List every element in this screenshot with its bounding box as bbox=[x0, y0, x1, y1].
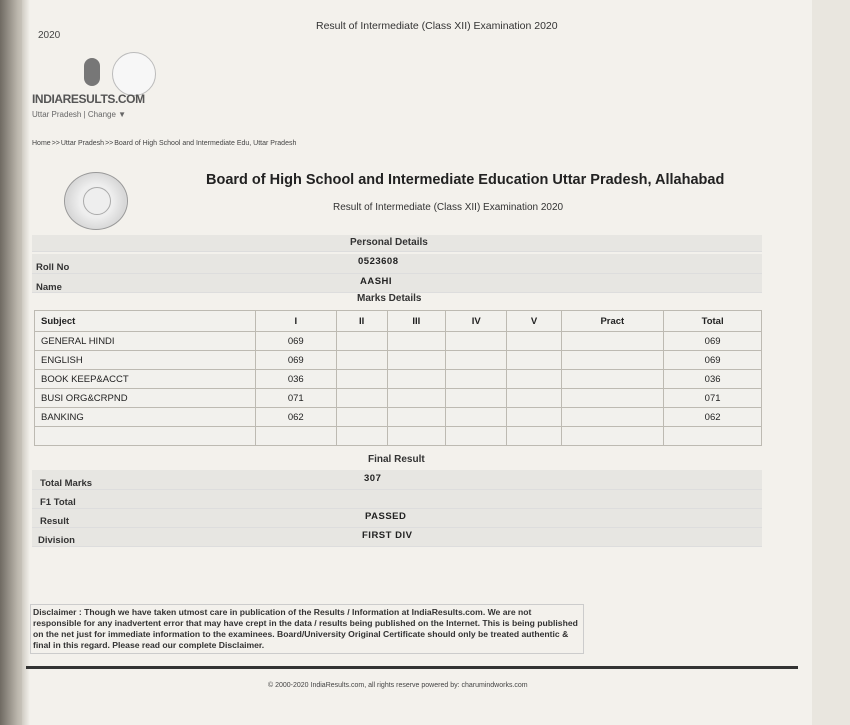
col-pract: Pract bbox=[561, 311, 664, 332]
total-cell: 069 bbox=[664, 351, 762, 370]
table-row-empty bbox=[35, 427, 762, 446]
final-result-heading: Final Result bbox=[368, 454, 425, 465]
state-label: Uttar Pradesh bbox=[32, 110, 82, 119]
breadcrumb-sep: >> bbox=[51, 140, 60, 147]
subject-cell: GENERAL HINDI bbox=[35, 332, 256, 351]
breadcrumb-home[interactable]: Home bbox=[32, 140, 51, 147]
personal-details-heading: Personal Details bbox=[350, 237, 428, 248]
total-marks-value: 307 bbox=[364, 473, 382, 484]
mark-i-cell: 036 bbox=[256, 370, 337, 389]
mark-i-cell: 069 bbox=[256, 332, 337, 351]
table-row bbox=[35, 351, 762, 370]
board-title: Board of High School and Intermediate Education Uttar Pradesh, Allahabad bbox=[206, 172, 725, 188]
background-strip bbox=[812, 0, 850, 725]
total-marks-label: Total Marks bbox=[40, 478, 93, 489]
print-header-title: Result of Intermediate (Class XII) Examination 2020 bbox=[316, 20, 558, 32]
print-header-year: 2020 bbox=[38, 30, 61, 41]
state-selector[interactable]: Uttar Pradesh | Change ▼ bbox=[32, 110, 127, 119]
col-ii: II bbox=[336, 311, 387, 332]
footer-divider bbox=[26, 666, 798, 669]
f1-row bbox=[32, 490, 762, 509]
result-label: Result bbox=[40, 516, 70, 527]
total-cell: 071 bbox=[664, 389, 762, 408]
marks-table bbox=[34, 310, 762, 446]
subject-cell: BOOK KEEP&ACCT bbox=[35, 370, 256, 389]
total-row bbox=[32, 470, 762, 490]
marks-header-row bbox=[35, 311, 762, 332]
disclaimer-text: Disclaimer : Though we have taken utmost care in publication of the Results / Information at IndiaResults.com. We are not responsible for any inadvertent error that may have crept in the data / results being published on the Internet. This is being published on the net just for immediate information to the examinees. Board/University Original Certificate should only be treated authentic & final in this regard. Please read our complete Disclaimer. bbox=[30, 604, 584, 654]
total-cell: 036 bbox=[664, 370, 762, 389]
col-i: I bbox=[256, 311, 337, 332]
division-value: FIRST DIV bbox=[362, 530, 413, 541]
subject-cell: ENGLISH bbox=[35, 351, 256, 370]
change-state-link[interactable]: Change ▼ bbox=[87, 110, 127, 119]
division-label: Division bbox=[38, 535, 75, 546]
name-label: Name bbox=[36, 282, 62, 293]
subject-cell: BANKING bbox=[35, 408, 256, 427]
table-row bbox=[35, 408, 762, 427]
table-row bbox=[35, 389, 762, 408]
logo-mark-icon bbox=[84, 58, 100, 86]
f1-total-label: F1 Total bbox=[40, 497, 76, 508]
roll-value: 0523608 bbox=[358, 256, 399, 267]
total-cell: 062 bbox=[664, 408, 762, 427]
table-row bbox=[35, 370, 762, 389]
logo-brand-text: INDIARESULTS.COM bbox=[32, 92, 145, 106]
marks-details-heading: Marks Details bbox=[357, 293, 422, 304]
logo-globe-icon bbox=[112, 52, 156, 96]
mark-i-cell: 062 bbox=[256, 408, 337, 427]
col-v: V bbox=[507, 311, 561, 332]
breadcrumb bbox=[32, 140, 297, 147]
total-cell: 069 bbox=[664, 332, 762, 351]
board-subtitle: Result of Intermediate (Class XII) Examination 2020 bbox=[333, 202, 564, 213]
subject-cell: BUSI ORG&CRPND bbox=[35, 389, 256, 408]
name-row bbox=[32, 274, 762, 293]
site-logo[interactable] bbox=[32, 52, 172, 122]
result-value: PASSED bbox=[365, 511, 407, 522]
breadcrumb-board: Board of High School and Intermediate Edu, Uttar Pradesh bbox=[114, 140, 297, 147]
name-value: AASHI bbox=[360, 276, 393, 287]
mark-i-cell: 071 bbox=[256, 389, 337, 408]
table-row bbox=[35, 332, 762, 351]
footer-copyright: © 2000-2020 IndiaResults.com, all rights reserve powered by: charumindworks.com bbox=[268, 682, 528, 689]
mark-i-cell: 069 bbox=[256, 351, 337, 370]
page-edge-shadow bbox=[0, 0, 30, 725]
col-iv: IV bbox=[446, 311, 507, 332]
col-total: Total bbox=[664, 311, 762, 332]
breadcrumb-sep: >> bbox=[105, 140, 114, 147]
roll-label: Roll No bbox=[36, 262, 70, 273]
col-iii: III bbox=[387, 311, 445, 332]
breadcrumb-state[interactable]: Uttar Pradesh bbox=[60, 140, 105, 147]
col-subject: Subject bbox=[35, 311, 256, 332]
board-emblem-icon bbox=[64, 172, 128, 230]
